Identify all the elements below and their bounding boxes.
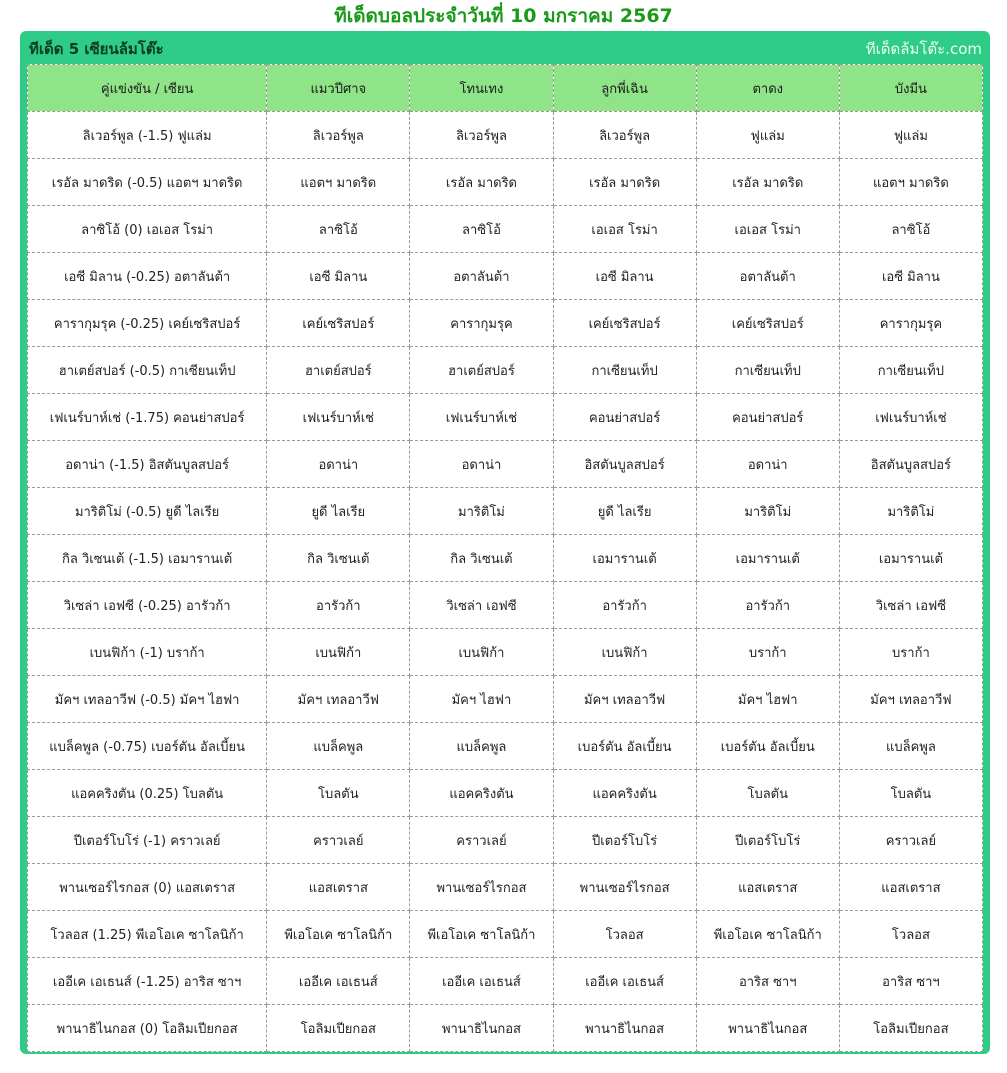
table-row (28, 911, 983, 958)
table-row (28, 488, 983, 535)
pick-cell: ยูดี ไลเรีย (267, 488, 410, 535)
pick-cell: อารัวก้า (553, 582, 696, 629)
pick-cell: แบล็คพูล (410, 723, 553, 770)
table-row (28, 253, 983, 300)
pick-cell: เอซี มิลาน (839, 253, 982, 300)
pick-cell: ลาซิโอ้ (267, 206, 410, 253)
pick-cell: ลิเวอร์พูล (410, 112, 553, 159)
match-cell: โวลอส (1.25) พีเอโอเค ซาโลนิก้า (28, 911, 267, 958)
pick-cell: อารัวก้า (696, 582, 839, 629)
pick-cell: ลาซิโอ้ (839, 206, 982, 253)
pick-cell: คอนย่าสปอร์ (553, 394, 696, 441)
pick-cell: เบนฟิก้า (267, 629, 410, 676)
table-row (28, 1005, 983, 1052)
pick-cell: แอตฯ มาดริด (267, 159, 410, 206)
pick-cell: เอซี มิลาน (553, 253, 696, 300)
pick-cell: กิล วิเซนเต้ (267, 535, 410, 582)
match-cell: ลาซิโอ้ (0) เอเอส โรม่า (28, 206, 267, 253)
table-row (28, 629, 983, 676)
pick-cell: เฟเนร์บาห์เช่ (839, 394, 982, 441)
column-header-expert: แมวปีศาจ (267, 65, 410, 112)
match-cell: พานเซอร์ไรกอส (0) แอสเตราส (28, 864, 267, 911)
match-cell: ปีเตอร์โบโร่ (-1) คราวเลย์ (28, 817, 267, 864)
card-heading: ทีเด็ด 5 เซียนล้มโต๊ะ (29, 40, 164, 58)
pick-cell: เบนฟิก้า (410, 629, 553, 676)
column-header-expert: ลูกพี่เฉิน (553, 65, 696, 112)
pick-cell: โอลิมเปียกอส (839, 1005, 982, 1052)
match-cell: คารากุมรุค (-0.25) เคย์เซริสปอร์ (28, 300, 267, 347)
pick-cell: อิสตันบูลสปอร์ (553, 441, 696, 488)
table-row (28, 394, 983, 441)
table-row (28, 441, 983, 488)
match-cell: เอซี มิลาน (-0.25) อตาลันต้า (28, 253, 267, 300)
pick-cell: เคย์เซริสปอร์ (553, 300, 696, 347)
pick-cell: เออีเค เอเธนส์ (410, 958, 553, 1005)
pick-cell: คราวเลย์ (267, 817, 410, 864)
pick-cell: โบลตัน (267, 770, 410, 817)
pick-cell: ฮาเตย์สปอร์ (267, 347, 410, 394)
pick-cell: เบนฟิก้า (553, 629, 696, 676)
pick-cell: ฮาเตย์สปอร์ (410, 347, 553, 394)
pick-cell: คราวเลย์ (839, 817, 982, 864)
pick-cell: บราก้า (839, 629, 982, 676)
match-cell: เออีเค เอเธนส์ (-1.25) อาริส ซาฯ (28, 958, 267, 1005)
pick-cell: ปีเตอร์โบโร่ (553, 817, 696, 864)
pick-cell: โอลิมเปียกอส (267, 1005, 410, 1052)
match-cell: อดาน่า (-1.5) อิสตันบูลสปอร์ (28, 441, 267, 488)
tips-card (20, 31, 990, 1054)
match-cell: วิเซล่า เอฟซี (-0.25) อารัวก้า (28, 582, 267, 629)
match-cell: เฟเนร์บาห์เช่ (-1.75) คอนย่าสปอร์ (28, 394, 267, 441)
pick-cell: อดาน่า (267, 441, 410, 488)
pick-cell: โบลตัน (696, 770, 839, 817)
match-cell: ลิเวอร์พูล (-1.5) ฟูแล่ม (28, 112, 267, 159)
match-cell: ฮาเตย์สปอร์ (-0.5) กาเซียนเท็ป (28, 347, 267, 394)
pick-cell: เบอร์ตัน อัลเบี้ยน (553, 723, 696, 770)
pick-cell: ปีเตอร์โบโร่ (696, 817, 839, 864)
pick-cell: ฟูแล่ม (839, 112, 982, 159)
pick-cell: พีเอโอเค ซาโลนิก้า (696, 911, 839, 958)
pick-cell: อิสตันบูลสปอร์ (839, 441, 982, 488)
pick-cell: แอตฯ มาดริด (839, 159, 982, 206)
pick-cell: แอคคริงตัน (410, 770, 553, 817)
pick-cell: เอซี มิลาน (267, 253, 410, 300)
pick-cell: พานาธิไนกอส (410, 1005, 553, 1052)
pick-cell: อารัวก้า (267, 582, 410, 629)
table-header-row (28, 65, 983, 112)
page-title: ทีเด็ดบอลประจำวันที่ 10 มกราคม 2567 (334, 5, 673, 27)
pick-cell: เคย์เซริสปอร์ (267, 300, 410, 347)
table-row (28, 770, 983, 817)
table-row (28, 817, 983, 864)
pick-cell: มัคฯ ไฮฟา (410, 676, 553, 723)
pick-cell: กาเซียนเท็ป (553, 347, 696, 394)
pick-cell: อดาน่า (410, 441, 553, 488)
pick-cell: เรอัล มาดริด (553, 159, 696, 206)
pick-cell: โบลตัน (839, 770, 982, 817)
pick-cell: เรอัล มาดริด (410, 159, 553, 206)
pick-cell: พานาธิไนกอส (553, 1005, 696, 1052)
pick-cell: อดาน่า (696, 441, 839, 488)
pick-cell: เอเอส โรม่า (553, 206, 696, 253)
pick-cell: แอสเตราส (267, 864, 410, 911)
tips-table (27, 64, 983, 1052)
pick-cell: เอเอส โรม่า (696, 206, 839, 253)
pick-cell: พีเอโอเค ซาโลนิก้า (267, 911, 410, 958)
table-row (28, 206, 983, 253)
pick-cell: พานาธิไนกอส (696, 1005, 839, 1052)
pick-cell: เบอร์ตัน อัลเบี้ยน (696, 723, 839, 770)
pick-cell: แบล็คพูล (267, 723, 410, 770)
pick-cell: มัคฯ เทลอาวีฟ (267, 676, 410, 723)
pick-cell: บราก้า (696, 629, 839, 676)
table-row (28, 582, 983, 629)
card-header (20, 31, 990, 64)
pick-cell: มาริติโม่ (410, 488, 553, 535)
pick-cell: อตาลันต้า (696, 253, 839, 300)
pick-cell: ลิเวอร์พูล (267, 112, 410, 159)
pick-cell: ยูดี ไลเรีย (553, 488, 696, 535)
site-name: ทีเด็ดล้มโต๊ะ.com (865, 40, 982, 58)
pick-cell: พานเซอร์ไรกอส (410, 864, 553, 911)
pick-cell: เคย์เซริสปอร์ (696, 300, 839, 347)
match-cell: พานาธิไนกอส (0) โอลิมเปียกอส (28, 1005, 267, 1052)
pick-cell: คราวเลย์ (410, 817, 553, 864)
pick-cell: วิเซล่า เอฟซี (839, 582, 982, 629)
pick-cell: พานเซอร์ไรกอส (553, 864, 696, 911)
pick-cell: แอสเตราส (839, 864, 982, 911)
table-row (28, 676, 983, 723)
pick-cell: คารากุมรุค (410, 300, 553, 347)
column-header-expert: ตาดง (696, 65, 839, 112)
pick-cell: กาเซียนเท็ป (696, 347, 839, 394)
pick-cell: มัคฯ เทลอาวีฟ (553, 676, 696, 723)
match-cell: กิล วิเซนเต้ (-1.5) เอมารานเต้ (28, 535, 267, 582)
table-body (28, 112, 983, 1052)
table-row (28, 535, 983, 582)
pick-cell: เอมารานเต้ (553, 535, 696, 582)
match-cell: แอคคริงตัน (0.25) โบลตัน (28, 770, 267, 817)
pick-cell: เฟเนร์บาห์เช่ (410, 394, 553, 441)
pick-cell: เออีเค เอเธนส์ (267, 958, 410, 1005)
table-row (28, 159, 983, 206)
pick-cell: คอนย่าสปอร์ (696, 394, 839, 441)
match-cell: มัคฯ เทลอาวีฟ (-0.5) มัคฯ ไฮฟา (28, 676, 267, 723)
pick-cell: เออีเค เอเธนส์ (553, 958, 696, 1005)
pick-cell: แอสเตราส (696, 864, 839, 911)
column-header-expert: บังมีน (839, 65, 982, 112)
pick-cell: เอมารานเต้ (696, 535, 839, 582)
match-cell: แบล็คพูล (-0.75) เบอร์ตัน อัลเบี้ยน (28, 723, 267, 770)
column-header-expert: โทนเทง (410, 65, 553, 112)
pick-cell: อาริส ซาฯ (696, 958, 839, 1005)
pick-cell: ฟูแล่ม (696, 112, 839, 159)
pick-cell: มัคฯ ไฮฟา (696, 676, 839, 723)
pick-cell: มัคฯ เทลอาวีฟ (839, 676, 982, 723)
pick-cell: เอมารานเต้ (839, 535, 982, 582)
pick-cell: เรอัล มาดริด (696, 159, 839, 206)
table-row (28, 864, 983, 911)
match-cell: เรอัล มาดริด (-0.5) แอตฯ มาดริด (28, 159, 267, 206)
pick-cell: พีเอโอเค ซาโลนิก้า (410, 911, 553, 958)
table-row (28, 300, 983, 347)
match-cell: มาริติโม่ (-0.5) ยูดี ไลเรีย (28, 488, 267, 535)
pick-cell: กาเซียนเท็ป (839, 347, 982, 394)
pick-cell: แอคคริงตัน (553, 770, 696, 817)
pick-cell: กิล วิเซนเต้ (410, 535, 553, 582)
pick-cell: เฟเนร์บาห์เช่ (267, 394, 410, 441)
pick-cell: แบล็คพูล (839, 723, 982, 770)
pick-cell: มาริติโม่ (839, 488, 982, 535)
table-row (28, 723, 983, 770)
column-header-match: คู่แข่งขัน / เซียน (28, 65, 267, 112)
table-row (28, 112, 983, 159)
pick-cell: มาริติโม่ (696, 488, 839, 535)
pick-cell: อตาลันต้า (410, 253, 553, 300)
table-row (28, 958, 983, 1005)
pick-cell: โวลอส (839, 911, 982, 958)
match-cell: เบนฟิก้า (-1) บราก้า (28, 629, 267, 676)
pick-cell: ลิเวอร์พูล (553, 112, 696, 159)
pick-cell: อาริส ซาฯ (839, 958, 982, 1005)
table-row (28, 347, 983, 394)
pick-cell: ลาซิโอ้ (410, 206, 553, 253)
pick-cell: โวลอส (553, 911, 696, 958)
pick-cell: คารากุมรุค (839, 300, 982, 347)
pick-cell: วิเซล่า เอฟซี (410, 582, 553, 629)
